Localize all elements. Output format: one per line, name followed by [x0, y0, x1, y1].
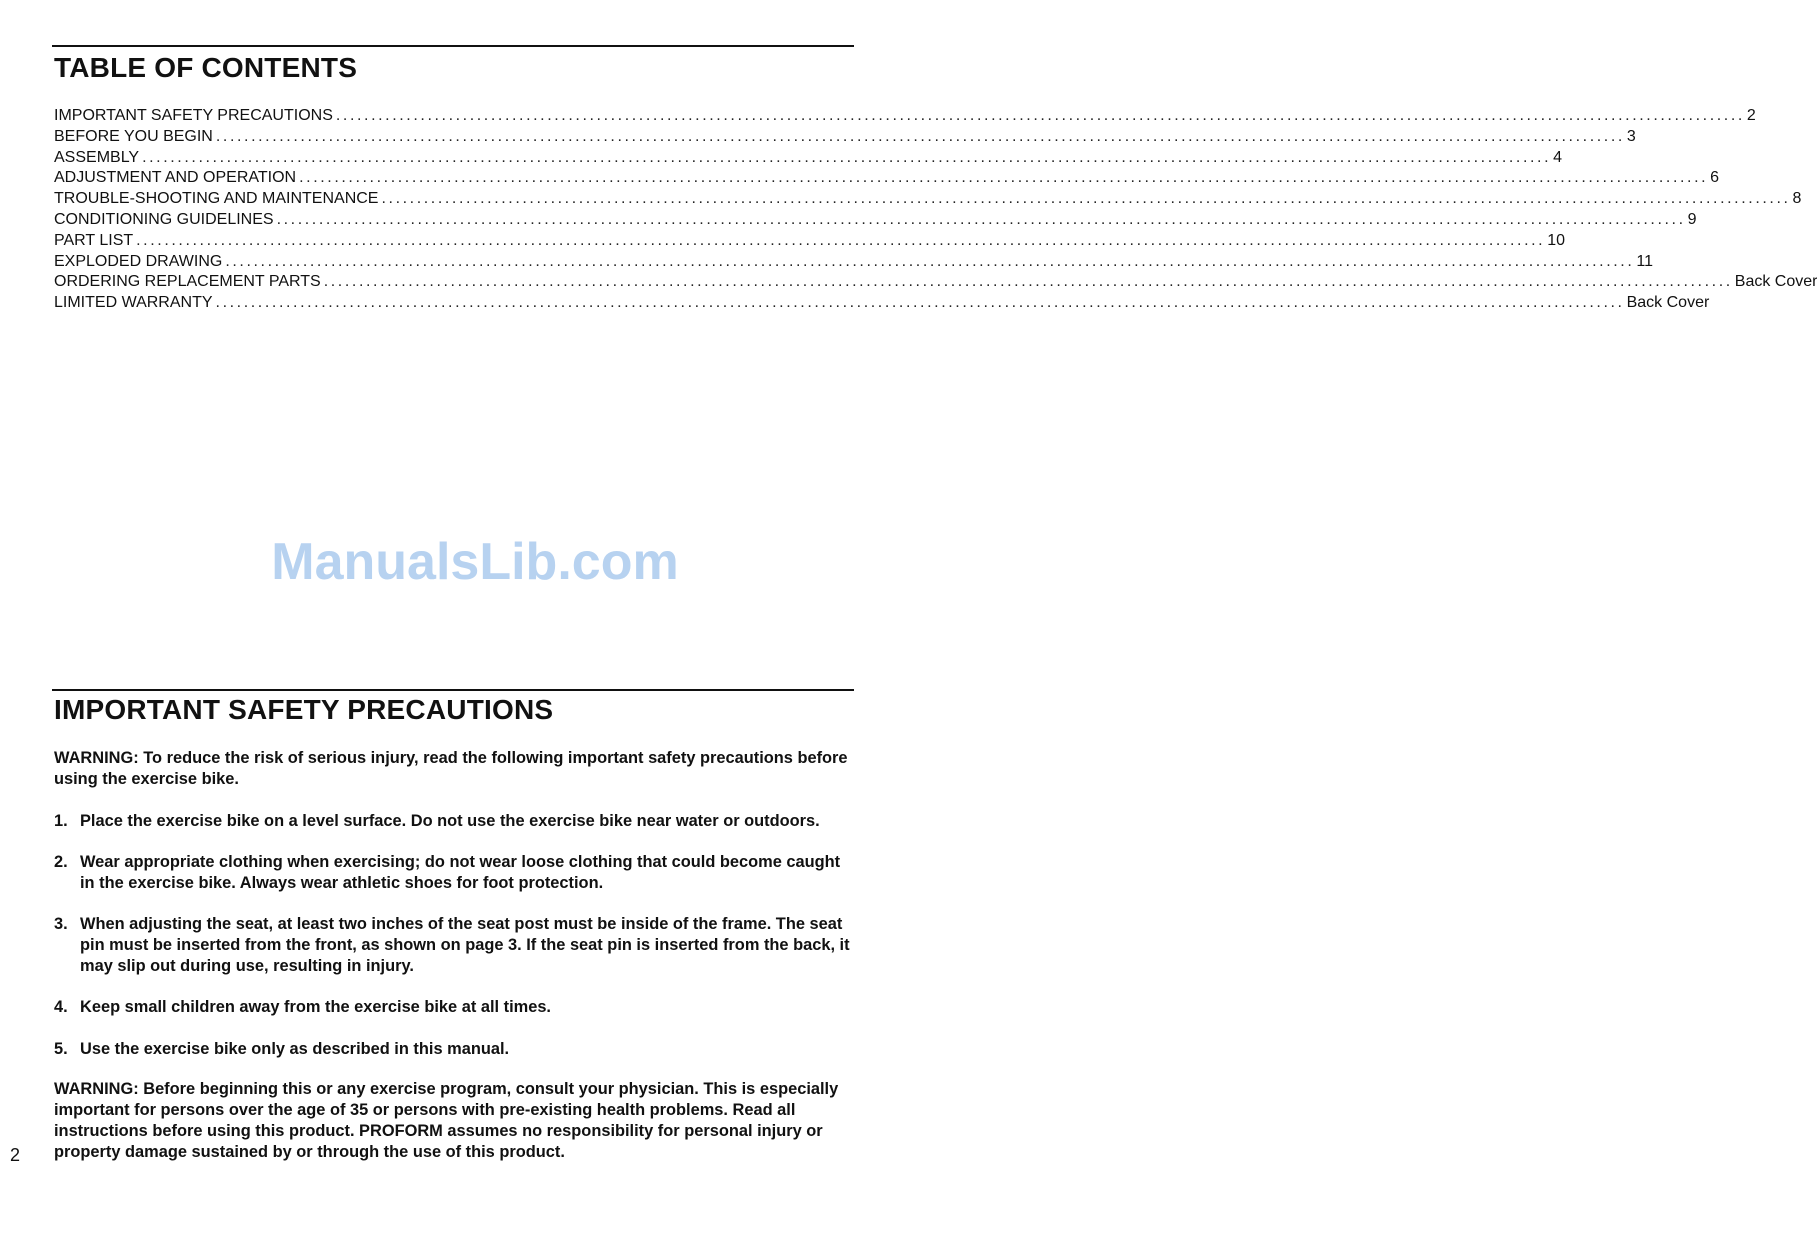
toc-entry-title: CONDITIONING GUIDELINES — [54, 210, 274, 228]
toc-entry-page: Back Cover — [1734, 273, 1817, 291]
safety-item-number: 1. — [54, 812, 68, 830]
intro-warning: WARNING: To reduce the risk of serious injury, read the following important safety precautions before using the exercise bike. — [54, 749, 848, 788]
toc-leader-dots: ........................................................................................................................................................................................................ — [136, 231, 1546, 249]
toc-entry-page: 9 — [1687, 210, 1697, 228]
toc-entry-page: 6 — [1710, 169, 1720, 187]
toc-entry-page: 3 — [1626, 127, 1636, 145]
toc-entry-title: ADJUSTMENT AND OPERATION — [54, 169, 297, 187]
safety-item — [54, 1039, 859, 1060]
safety-item-number: 4. — [54, 998, 68, 1016]
toc-top-rule — [52, 45, 854, 47]
toc-leader-dots: ........................................................................................................................................................................................................ — [323, 273, 1733, 291]
toc-entry-title: ORDERING REPLACEMENT PARTS — [54, 273, 321, 291]
safety-item-text: Wear appropriate clothing when exercising; do not wear loose clothing that could become caught in the exercise bike. Always wear athletic shoes for foot protection. — [80, 853, 841, 892]
safety-item-text: Keep small children away from the exercise bike at all times. — [80, 998, 551, 1016]
watermark: ManualsLib.com — [271, 533, 679, 591]
toc-entry-title: PART LIST — [54, 231, 134, 249]
safety-item-text: Place the exercise bike on a level surface. Do not use the exercise bike near water or outdoors. — [80, 812, 820, 830]
safety-item-text: When adjusting the seat, at least two inches of the seat post must be inside of the frame. The seat pin must be inserted from the front, as shown on page 3. If the seat pin is inserted from the back, it may slip out during use, resulting in injury. — [80, 915, 850, 975]
toc-entry[interactable] — [54, 252, 1653, 273]
toc-leader-dots: ........................................................................................................................................................................................................ — [276, 210, 1686, 228]
toc-entry[interactable] — [54, 189, 1802, 210]
toc-leader-dots: ........................................................................................................................................................................................................ — [381, 190, 1791, 208]
page-number: 2 — [10, 1145, 21, 1165]
safety-item — [54, 997, 859, 1018]
toc-leader-dots: ........................................................................................................................................................................................................ — [215, 294, 1625, 312]
toc-leader-dots: ........................................................................................................................................................................................................ — [299, 169, 1709, 187]
toc-entry-page: 2 — [1746, 107, 1756, 124]
toc-entry[interactable] — [54, 148, 1563, 169]
toc-entry-page: 10 — [1547, 231, 1565, 249]
toc-entry-page: 8 — [1792, 190, 1802, 208]
safety-item — [54, 914, 859, 977]
toc-entry-page: Back Cover — [1626, 294, 1710, 312]
toc-entry[interactable] — [54, 168, 1720, 189]
toc-entry-title: BEFORE YOU BEGIN — [54, 127, 213, 145]
toc-entry[interactable] — [54, 106, 1756, 127]
safety-heading: IMPORTANT SAFETY PRECAUTIONS — [54, 694, 554, 725]
safety-item-number: 3. — [54, 915, 68, 933]
toc-entry-title: EXPLODED DRAWING — [54, 252, 223, 270]
toc-entry[interactable] — [54, 272, 1817, 293]
toc-entry-title: ASSEMBLY — [54, 148, 140, 166]
toc-leader-dots: ........................................................................................................................................................................................................ — [215, 127, 1625, 145]
safety-item-number: 2. — [54, 853, 68, 871]
table-of-contents — [54, 106, 1817, 314]
safety-item-number: 5. — [54, 1040, 68, 1058]
toc-leader-dots: ........................................................................................................................................................................................................ — [142, 148, 1552, 166]
toc-entry-title: TROUBLE-SHOOTING AND MAINTENANCE — [54, 190, 379, 208]
toc-entry[interactable] — [54, 127, 1636, 148]
closing-warning: WARNING: Before beginning this or any exercise program, consult your physician. This is especially important for persons over the age of 35 or persons with pre-existing health problems. Read all instructions before using this product. PROFORM assumes no responsibility for personal injury or property damage sustained by or through the use of this product. — [54, 1080, 839, 1161]
toc-heading: TABLE OF CONTENTS — [54, 52, 358, 83]
safety-item — [54, 852, 859, 894]
toc-entry-page: 4 — [1553, 148, 1563, 166]
toc-entry[interactable] — [54, 293, 1710, 314]
safety-top-rule — [52, 689, 854, 691]
toc-entry-page: 11 — [1636, 252, 1653, 270]
safety-item — [54, 811, 859, 832]
toc-leader-dots: ........................................................................................................................................................................................................ — [335, 107, 1745, 124]
toc-entry-title: IMPORTANT SAFETY PRECAUTIONS — [54, 107, 333, 124]
toc-entry[interactable] — [54, 210, 1697, 231]
safety-item-text: Use the exercise bike only as described in this manual. — [80, 1040, 510, 1058]
toc-entry[interactable] — [54, 231, 1565, 252]
toc-leader-dots: ........................................................................................................................................................................................................ — [225, 252, 1635, 270]
toc-entry-title: LIMITED WARRANTY — [54, 294, 213, 312]
